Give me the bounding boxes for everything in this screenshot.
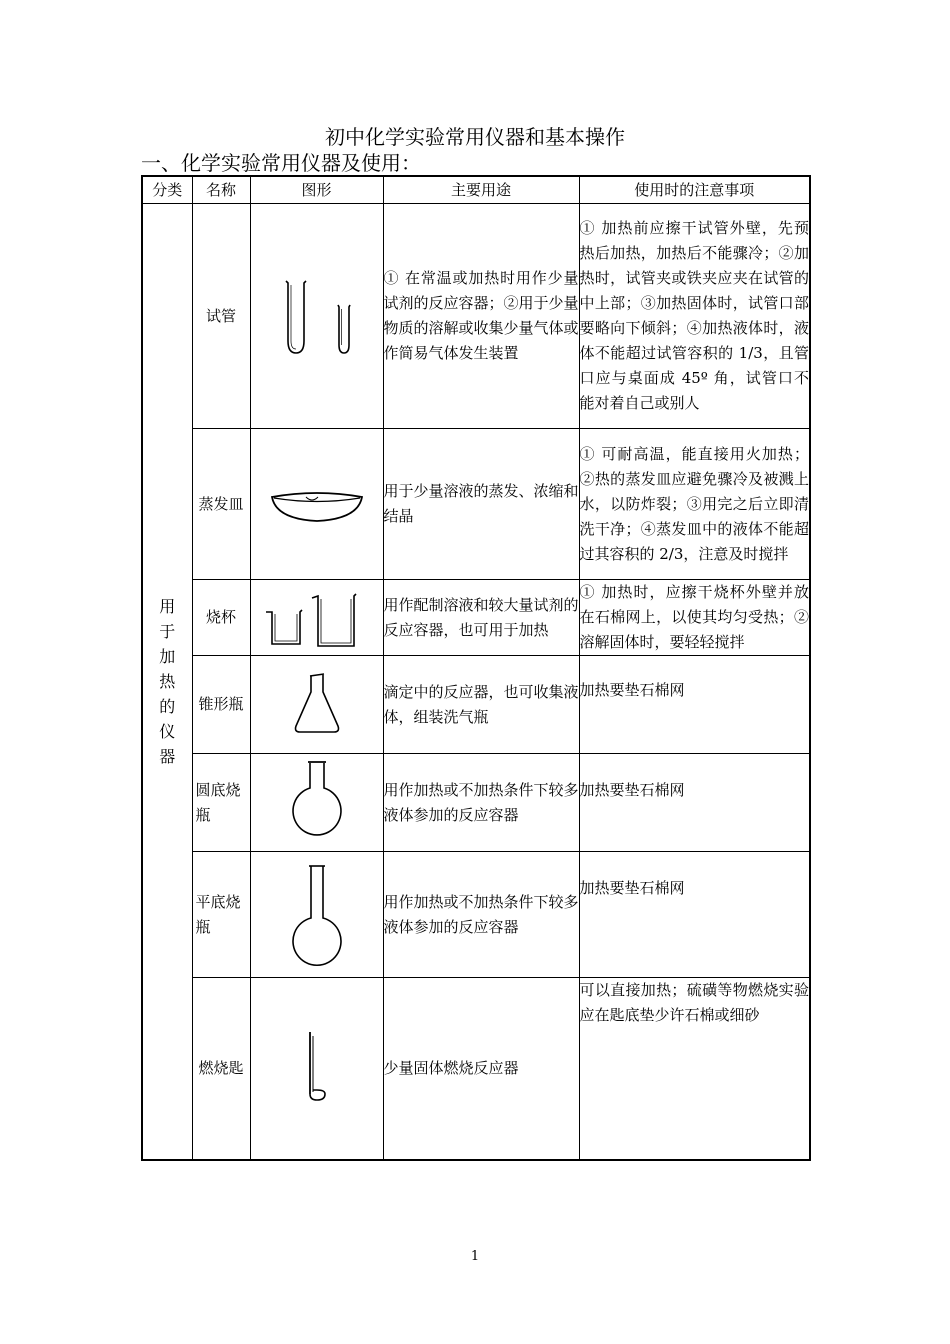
usage-cell: 用作加热或不加热条件下较多液体参加的反应容器 (383, 852, 579, 978)
conical-flask-icon (262, 670, 372, 740)
table-row (142, 656, 810, 754)
header-name: 名称 (192, 176, 250, 204)
instrument-table (141, 175, 811, 1161)
document-title: 初中化学实验常用仪器和基本操作 (325, 125, 625, 149)
notes-cell: 加热要垫石棉网 (579, 656, 810, 754)
usage-cell: 用作配制溶液和较大量试剂的反应容器，也可用于加热 (383, 580, 579, 656)
instrument-name: 锥形瓶 (192, 656, 250, 754)
beakers-icon (262, 586, 372, 650)
header-usage: 主要用途 (383, 176, 579, 204)
header-category: 分类 (142, 176, 192, 204)
evaporating-dish-icon (262, 479, 372, 529)
category-label: 用于加热的仪器 (159, 596, 176, 766)
notes-cell: 可以直接加热；硫磺等物燃烧实验应在匙底垫少许石棉或细砂 (579, 978, 810, 1160)
category-cell (142, 204, 192, 1160)
figure-cell (250, 754, 383, 852)
figure-cell (250, 852, 383, 978)
instrument-name: 试管 (192, 204, 250, 429)
table-header-row (142, 176, 810, 204)
instrument-name: 圆底烧瓶 (192, 754, 250, 852)
notes-cell: 加热要垫石棉网 (579, 852, 810, 978)
instrument-name: 蒸发皿 (192, 429, 250, 580)
flat-bottom-flask-icon (262, 860, 372, 970)
figure-cell (250, 978, 383, 1160)
section-heading: 一、化学实验常用仪器及使用： (141, 151, 421, 175)
table-row (142, 429, 810, 580)
usage-cell: ① 在常温或加热时用作少量试剂的反应容器；②用于少量物质的溶解或收集少量气体或作简易气体发生装置 (383, 204, 579, 429)
header-notes: 使用时的注意事项 (579, 176, 810, 204)
combustion-spoon-icon (262, 1028, 372, 1108)
notes-cell: 加热要垫石棉网 (579, 754, 810, 852)
figure-cell (250, 656, 383, 754)
figure-cell (250, 429, 383, 580)
instrument-name: 平底烧瓶 (192, 852, 250, 978)
table-row (142, 852, 810, 978)
notes-cell: ① 加热前应擦干试管外壁，先预热后加热，加热后不能骤冷；②加热时，试管夹或铁夹应夹在试管的中上部；③加热固体时，试管口部要略向下倾斜；④加热液体时，液体不能超过试管容积的 1/3，且管口应与桌面成 45º 角，试管口不能对着自己或别人 (579, 204, 810, 429)
table-row (142, 580, 810, 656)
page-number: 1 (470, 1249, 480, 1264)
instrument-name: 烧杯 (192, 580, 250, 656)
instrument-name: 燃烧匙 (192, 978, 250, 1160)
usage-cell: 用于少量溶液的蒸发、浓缩和结晶 (383, 429, 579, 580)
usage-cell: 用作加热或不加热条件下较多液体参加的反应容器 (383, 754, 579, 852)
usage-cell: 滴定中的反应器，也可收集液体，组装洗气瓶 (383, 656, 579, 754)
usage-cell: 少量固体燃烧反应器 (383, 978, 579, 1160)
test-tubes-icon (262, 261, 372, 371)
round-bottom-flask-icon (262, 758, 372, 848)
table-row (142, 204, 810, 429)
notes-cell: ① 可耐高温，能直接用火加热；②热的蒸发皿应避免骤冷及被溅上水，以防炸裂；③用完之后立即清洗干净；④蒸发皿中的液体不能超过其容积的 2/3，注意及时搅拌 (579, 429, 810, 580)
figure-cell (250, 580, 383, 656)
table-row (142, 978, 810, 1160)
table-row (142, 754, 810, 852)
notes-cell: ① 加热时，应擦干烧杯外壁并放在石棉网上，以使其均匀受热；②溶解固体时，要轻轻搅拌 (579, 580, 810, 656)
header-figure: 图形 (250, 176, 383, 204)
figure-cell (250, 204, 383, 429)
